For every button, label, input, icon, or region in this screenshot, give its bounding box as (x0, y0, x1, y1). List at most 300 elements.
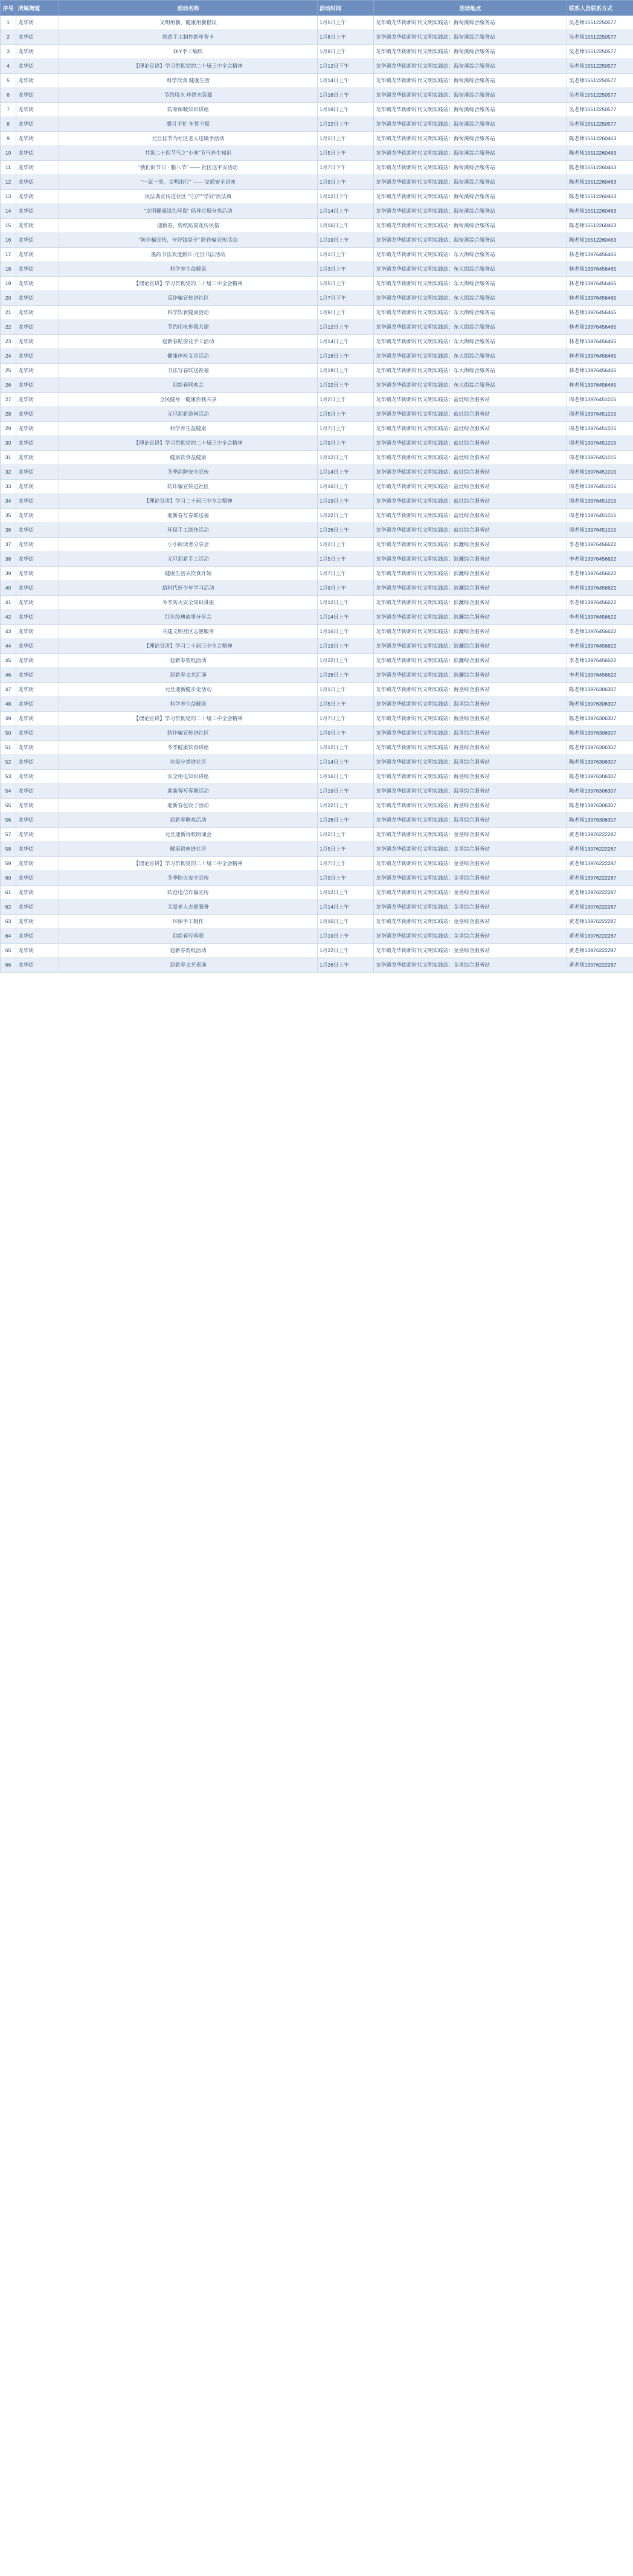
cell-street: 龙华街 (16, 726, 59, 741)
cell-street: 龙华街 (16, 654, 59, 668)
cell-activity-name: 民法典宣传进社区 "守护""学好"民法典 (59, 190, 318, 204)
cell-street: 龙华街 (16, 741, 59, 755)
cell-activity-place: 龙华镇龙华街新时代文明实践站：盐灶综合服务站 (374, 480, 567, 494)
cell-index: 11 (1, 161, 16, 175)
cell-activity-name: 腊月不忙 年货不慌 (59, 117, 318, 132)
cell-street: 龙华街 (16, 915, 59, 929)
cell-activity-name: 创意手工制作新年贺卡 (59, 30, 318, 45)
cell-activity-place: 龙华镇龙华街新时代文明实践站：滨濂综合服务站 (374, 596, 567, 610)
table-row (1, 654, 633, 668)
cell-contact: 李老师13976456622 (567, 581, 633, 596)
cell-activity-time: 1月16日上午 (318, 349, 374, 364)
cell-activity-place: 龙华镇龙华街新时代文明实践站：盐灶综合服务站 (374, 451, 567, 465)
cell-activity-name: 迎新春，剪纸贴窗花传民俗 (59, 219, 318, 233)
cell-index: 28 (1, 407, 16, 422)
cell-contact: 周老师13976451015 (567, 393, 633, 407)
cell-activity-time: 1月12日上午 (318, 886, 374, 900)
cell-activity-time: 1月1日上午 (318, 683, 374, 697)
cell-activity-name: 【理论宣讲】学习贯彻党的二十届三中全会精神 (59, 857, 318, 871)
cell-contact: 林老师13976456465 (567, 335, 633, 349)
cell-activity-place: 龙华镇龙华街新时代文明实践站：海垦综合服务站 (374, 712, 567, 726)
cell-activity-place: 龙华镇龙华街新时代文明实践站：东大街综合服务站 (374, 248, 567, 262)
cell-activity-time: 1月19日上午 (318, 233, 374, 248)
cell-contact: 吴老师15512250577 (567, 59, 633, 74)
cell-index: 33 (1, 480, 16, 494)
cell-activity-time: 1月19日上午 (318, 639, 374, 654)
cell-activity-name: 【理论宣讲】学习贯彻党的二十届三中全会精神 (59, 277, 318, 291)
cell-activity-place: 龙华镇龙华街新时代文明实践站：金垦综合服务站 (374, 886, 567, 900)
cell-activity-name: 关爱老人志愿服务 (59, 900, 318, 915)
cell-street: 龙华街 (16, 509, 59, 523)
cell-activity-place: 龙华镇龙华街新时代文明实践站：海甸溪综合服务站 (374, 74, 567, 88)
cell-contact: 陈老师13976306307 (567, 784, 633, 799)
cell-index: 64 (1, 929, 16, 944)
cell-activity-place: 龙华镇龙华街新时代文明实践站：海垦综合服务站 (374, 770, 567, 784)
table-row (1, 494, 633, 509)
cell-index: 1 (1, 16, 16, 30)
cell-contact: 周老师13976451015 (567, 422, 633, 436)
cell-contact: 林老师13976456465 (567, 349, 633, 364)
cell-street: 龙华街 (16, 610, 59, 625)
cell-activity-place: 龙华镇龙华街新时代文明实践站：海甸溪综合服务站 (374, 45, 567, 59)
cell-activity-place: 龙华镇龙华街新时代文明实践站：盐灶综合服务站 (374, 422, 567, 436)
cell-street: 龙华街 (16, 422, 59, 436)
cell-activity-time: 1月12日下午 (318, 59, 374, 74)
table-row (1, 770, 633, 784)
cell-activity-time: 1月16日上午 (318, 480, 374, 494)
cell-contact: 吴老师15512250577 (567, 117, 633, 132)
cell-index: 40 (1, 581, 16, 596)
cell-activity-place: 龙华镇龙华街新时代文明实践站：金垦综合服务站 (374, 871, 567, 886)
cell-street: 龙华街 (16, 117, 59, 132)
cell-activity-name: 冬季防火安全知识讲座 (59, 596, 318, 610)
cell-activity-time: 1月9日上午 (318, 726, 374, 741)
cell-activity-time: 1月12日下午 (318, 190, 374, 204)
table-row (1, 103, 633, 117)
cell-activity-name: 【理论宣讲】学习贯彻党的二十届三中全会精神 (59, 436, 318, 451)
cell-street: 龙华街 (16, 364, 59, 378)
cell-activity-name: 元旦迎新健步走活动 (59, 683, 318, 697)
cell-street: 龙华街 (16, 596, 59, 610)
cell-contact: 林老师13976456465 (567, 320, 633, 335)
cell-activity-name: 迎新春文艺表演 (59, 958, 318, 973)
cell-activity-place: 龙华镇龙华街新时代文明实践站：滨濂综合服务站 (374, 654, 567, 668)
cell-activity-place: 龙华镇龙华街新时代文明实践站：滨濂综合服务站 (374, 610, 567, 625)
cell-activity-time: 1月7日下午 (318, 161, 374, 175)
cell-street: 龙华街 (16, 349, 59, 364)
table-row (1, 784, 633, 799)
cell-activity-time: 1月3日上午 (318, 262, 374, 277)
table-row (1, 219, 633, 233)
table-row (1, 132, 633, 146)
cell-activity-time: 1月5日上午 (318, 407, 374, 422)
cell-activity-name: 环保手工制作活动 (59, 523, 318, 538)
table-row (1, 567, 633, 581)
cell-street: 龙华街 (16, 262, 59, 277)
cell-contact: 陈老师13976306307 (567, 755, 633, 770)
cell-activity-time: 1月8日上午 (318, 30, 374, 45)
table-row (1, 335, 633, 349)
cell-activity-name: 书法写春联送祝福 (59, 364, 318, 378)
cell-activity-name: 元旦迎新手工活动 (59, 552, 318, 567)
cell-activity-place: 龙华镇龙华街新时代文明实践站：盐灶综合服务站 (374, 436, 567, 451)
cell-contact: 林老师13976456465 (567, 248, 633, 262)
cell-activity-time: 1月16日上午 (318, 625, 374, 639)
cell-activity-place: 龙华镇龙华街新时代文明实践站：海甸溪综合服务站 (374, 30, 567, 45)
cell-activity-time: 1月22日上午 (318, 117, 374, 132)
cell-activity-place: 龙华镇龙华街新时代文明实践站：金垦综合服务站 (374, 944, 567, 958)
cell-activity-place: 龙华镇龙华街新时代文明实践站：东大街综合服务站 (374, 262, 567, 277)
activity-table (0, 0, 633, 973)
cell-activity-time: 1月14日上午 (318, 465, 374, 480)
cell-contact: 黄老师13976222287 (567, 828, 633, 842)
header-activity-place: 活动地点 (374, 1, 567, 16)
table-row (1, 436, 633, 451)
table-row (1, 929, 633, 944)
cell-contact: 黄老师13976222287 (567, 915, 633, 929)
cell-contact: 陈老师15512260463 (567, 204, 633, 219)
cell-contact: 黄老师13976222287 (567, 871, 633, 886)
cell-index: 31 (1, 451, 16, 465)
cell-street: 龙华街 (16, 784, 59, 799)
cell-contact: 吴老师15512250577 (567, 30, 633, 45)
cell-activity-time: 1月14日上午 (318, 610, 374, 625)
cell-index: 47 (1, 683, 16, 697)
cell-activity-name: 【理论宣讲】学习贯彻党的二十届三中全会精神 (59, 59, 318, 74)
cell-activity-name: 迎新春剪纸活动 (59, 654, 318, 668)
table-row (1, 30, 633, 45)
cell-activity-name: 健康体检义诊活动 (59, 349, 318, 364)
cell-activity-place: 龙华镇龙华街新时代文明实践站：海甸溪综合服务站 (374, 175, 567, 190)
cell-street: 龙华街 (16, 712, 59, 726)
cell-activity-name: "防诈骗宣传，守好钱袋子" 防诈骗宣传活动 (59, 233, 318, 248)
cell-contact: 黄老师13976222287 (567, 929, 633, 944)
cell-index: 54 (1, 784, 16, 799)
cell-contact: 周老师13976451015 (567, 451, 633, 465)
cell-activity-name: 节约用电你我共建 (59, 320, 318, 335)
cell-street: 龙华街 (16, 59, 59, 74)
table-row (1, 828, 633, 842)
cell-contact: 吴老师15512250577 (567, 88, 633, 103)
cell-activity-place: 龙华镇龙华街新时代文明实践站：海甸溪综合服务站 (374, 103, 567, 117)
cell-street: 龙华街 (16, 190, 59, 204)
cell-street: 龙华街 (16, 813, 59, 828)
cell-contact: 周老师13976451015 (567, 509, 633, 523)
cell-activity-name: 冬季健康饮食讲座 (59, 741, 318, 755)
cell-activity-time: 1月7日上午 (318, 422, 374, 436)
cell-activity-name: 健康饮食益健康 (59, 451, 318, 465)
cell-index: 41 (1, 596, 16, 610)
cell-activity-name: 迎新春贴窗花手工活动 (59, 335, 318, 349)
cell-activity-time: 1月5日上午 (318, 146, 374, 161)
cell-contact: 陈老师13976306307 (567, 799, 633, 813)
table-row (1, 88, 633, 103)
cell-index: 20 (1, 291, 16, 306)
cell-activity-time: 1月2日上午 (318, 132, 374, 146)
cell-street: 龙华街 (16, 45, 59, 59)
cell-index: 19 (1, 277, 16, 291)
cell-activity-place: 龙华镇龙华街新时代文明实践站：海垦综合服务站 (374, 799, 567, 813)
cell-index: 56 (1, 813, 16, 828)
cell-activity-name: 【理论宣讲】学习二十届三中全会精神 (59, 639, 318, 654)
cell-activity-time: 1月1日上午 (318, 248, 374, 262)
table-row (1, 378, 633, 393)
cell-index: 32 (1, 465, 16, 480)
cell-activity-name: 防诈骗宣传进社区 (59, 480, 318, 494)
cell-contact: 陈老师13976306307 (567, 813, 633, 828)
table-row (1, 117, 633, 132)
cell-index: 6 (1, 88, 16, 103)
cell-contact: 李老师13976456622 (567, 596, 633, 610)
cell-activity-name: 科学养生益健康 (59, 697, 318, 712)
cell-activity-place: 龙华镇龙华街新时代文明实践站：东大街综合服务站 (374, 306, 567, 320)
cell-activity-time: 1月9日上午 (318, 306, 374, 320)
cell-street: 龙华街 (16, 828, 59, 842)
cell-street: 龙华街 (16, 581, 59, 596)
table-row (1, 407, 633, 422)
cell-street: 龙华街 (16, 480, 59, 494)
cell-contact: 李老师13976456622 (567, 610, 633, 625)
table-row (1, 871, 633, 886)
cell-contact: 陈老师15512260463 (567, 233, 633, 248)
cell-activity-time: 1月14日上午 (318, 755, 374, 770)
cell-street: 龙华街 (16, 639, 59, 654)
cell-index: 16 (1, 233, 16, 248)
cell-activity-place: 龙华镇龙华街新时代文明实践站：盐灶综合服务站 (374, 393, 567, 407)
cell-contact: 陈老师13976306307 (567, 726, 633, 741)
cell-street: 龙华街 (16, 886, 59, 900)
cell-activity-name: 共建文明社区志愿服务 (59, 625, 318, 639)
cell-index: 65 (1, 944, 16, 958)
cell-street: 龙华街 (16, 146, 59, 161)
cell-index: 21 (1, 306, 16, 320)
table-row (1, 465, 633, 480)
cell-index: 34 (1, 494, 16, 509)
cell-activity-place: 龙华镇龙华街新时代文明实践站：滨濂综合服务站 (374, 581, 567, 596)
cell-activity-name: 小小阅读者分享会 (59, 538, 318, 552)
cell-street: 龙华街 (16, 494, 59, 509)
cell-activity-time: 1月12日上午 (318, 320, 374, 335)
cell-contact: 周老师13976451015 (567, 465, 633, 480)
table-row (1, 306, 633, 320)
cell-street: 龙华街 (16, 465, 59, 480)
cell-activity-name: "一家一事，文明出行" —— 交通安全讲座 (59, 175, 318, 190)
cell-activity-name: 防诈骗宣传进社区 (59, 726, 318, 741)
cell-index: 57 (1, 828, 16, 842)
cell-index: 10 (1, 146, 16, 161)
cell-activity-name: 科学养生益健康 (59, 422, 318, 436)
table-row (1, 683, 633, 697)
cell-activity-time: 1月9日上午 (318, 175, 374, 190)
table-row (1, 523, 633, 538)
cell-street: 龙华街 (16, 248, 59, 262)
cell-activity-time: 1月12日上午 (318, 741, 374, 755)
cell-index: 45 (1, 654, 16, 668)
table-row (1, 204, 633, 219)
cell-street: 龙华街 (16, 74, 59, 88)
cell-activity-place: 龙华镇龙华街新时代文明实践站：滨濂综合服务站 (374, 552, 567, 567)
cell-index: 4 (1, 59, 16, 74)
cell-activity-time: 1月5日上午 (318, 842, 374, 857)
cell-street: 龙华街 (16, 103, 59, 117)
cell-street: 龙华街 (16, 161, 59, 175)
cell-activity-place: 龙华镇龙华街新时代文明实践站：海甸溪综合服务站 (374, 59, 567, 74)
cell-activity-time: 1月22日上午 (318, 509, 374, 523)
cell-street: 龙华街 (16, 233, 59, 248)
table-row (1, 886, 633, 900)
cell-street: 龙华街 (16, 697, 59, 712)
table-row (1, 16, 633, 30)
cell-activity-place: 龙华镇龙华街新时代文明实践站：海垦综合服务站 (374, 813, 567, 828)
cell-activity-place: 龙华镇龙华街新时代文明实践站：海甸溪综合服务站 (374, 204, 567, 219)
cell-contact: 李老师13976456622 (567, 639, 633, 654)
cell-street: 龙华街 (16, 567, 59, 581)
cell-street: 龙华街 (16, 378, 59, 393)
cell-activity-time: 1月2日上午 (318, 828, 374, 842)
table-row (1, 799, 633, 813)
cell-activity-place: 龙华镇龙华街新时代文明实践站：金垦综合服务站 (374, 929, 567, 944)
cell-contact: 周老师13976451015 (567, 480, 633, 494)
header-activity-name: 活动名称 (59, 1, 318, 16)
cell-index: 27 (1, 393, 16, 407)
cell-index: 29 (1, 422, 16, 436)
header-street: 所属街道 (16, 1, 59, 16)
cell-activity-time: 1月14日上午 (318, 335, 374, 349)
cell-activity-time: 1月9日上午 (318, 45, 374, 59)
cell-street: 龙华街 (16, 857, 59, 871)
cell-street: 龙华街 (16, 393, 59, 407)
table-row (1, 639, 633, 654)
cell-contact: 林老师13976456465 (567, 277, 633, 291)
cell-street: 龙华街 (16, 204, 59, 219)
cell-index: 5 (1, 74, 16, 88)
cell-contact: 周老师13976451015 (567, 494, 633, 509)
table-row (1, 451, 633, 465)
cell-index: 36 (1, 523, 16, 538)
table-row (1, 277, 633, 291)
table-row (1, 59, 633, 74)
cell-index: 50 (1, 726, 16, 741)
cell-contact: 李老师13976456622 (567, 552, 633, 567)
cell-activity-place: 龙华镇龙华街新时代文明实践站：海垦综合服务站 (374, 784, 567, 799)
table-row (1, 74, 633, 88)
cell-contact: 陈老师13976306307 (567, 683, 633, 697)
cell-contact: 林老师13976456465 (567, 378, 633, 393)
cell-contact: 吴老师15512250577 (567, 103, 633, 117)
cell-activity-name: 元旦迎新游园活动 (59, 407, 318, 422)
cell-index: 48 (1, 697, 16, 712)
cell-contact: 黄老师13976222287 (567, 944, 633, 958)
table-row (1, 857, 633, 871)
cell-activity-name: "文明健康绿色环保" 倡导垃圾分类活动 (59, 204, 318, 219)
header-index: 序号 (1, 1, 16, 16)
table-row (1, 712, 633, 726)
cell-activity-name: 健康讲座进社区 (59, 842, 318, 857)
cell-activity-name: 迎新春写春联活动 (59, 784, 318, 799)
cell-index: 63 (1, 915, 16, 929)
cell-activity-place: 龙华镇龙华街新时代文明实践站：滨濂综合服务站 (374, 668, 567, 683)
cell-index: 18 (1, 262, 16, 277)
cell-activity-time: 1月22日上午 (318, 944, 374, 958)
cell-activity-place: 龙华镇龙华街新时代文明实践站：东大街综合服务站 (374, 378, 567, 393)
table-row (1, 291, 633, 306)
cell-activity-place: 龙华镇龙华街新时代文明实践站：东大街综合服务站 (374, 364, 567, 378)
cell-activity-time: 1月26日上午 (318, 668, 374, 683)
cell-activity-time: 1月2日上午 (318, 393, 374, 407)
cell-contact: 黄老师13976222287 (567, 857, 633, 871)
cell-activity-time: 1月2日上午 (318, 538, 374, 552)
cell-contact: 陈老师15512260463 (567, 175, 633, 190)
table-row (1, 393, 633, 407)
header-activity-time: 活动时间 (318, 1, 374, 16)
cell-activity-name: 文明用餐，健康用餐倡议 (59, 16, 318, 30)
cell-activity-place: 龙华镇龙华街新时代文明实践站：滨濂综合服务站 (374, 625, 567, 639)
table-row (1, 538, 633, 552)
cell-index: 2 (1, 30, 16, 45)
cell-index: 62 (1, 900, 16, 915)
cell-contact: 黄老师13976222287 (567, 842, 633, 857)
cell-index: 66 (1, 958, 16, 973)
cell-street: 龙华街 (16, 668, 59, 683)
cell-activity-place: 龙华镇龙华街新时代文明实践站：金垦综合服务站 (374, 842, 567, 857)
cell-activity-place: 龙华镇龙华街新时代文明实践站：海垦综合服务站 (374, 697, 567, 712)
cell-contact: 李老师13976456622 (567, 668, 633, 683)
table-row (1, 726, 633, 741)
table-row (1, 320, 633, 335)
cell-activity-name: 健康生活从饮食开始 (59, 567, 318, 581)
cell-index: 58 (1, 842, 16, 857)
cell-activity-place: 龙华镇龙华街新时代文明实践站：海甸溪综合服务站 (374, 88, 567, 103)
cell-activity-time: 1月22日上午 (318, 654, 374, 668)
cell-activity-time: 1月7日上午 (318, 712, 374, 726)
cell-street: 龙华街 (16, 132, 59, 146)
cell-street: 龙华街 (16, 291, 59, 306)
table-row (1, 958, 633, 973)
cell-index: 60 (1, 871, 16, 886)
cell-activity-name: 红色经典故事分享会 (59, 610, 318, 625)
cell-activity-name: 垃圾分类进社区 (59, 755, 318, 770)
cell-street: 龙华街 (16, 538, 59, 552)
cell-activity-name: 迎新春文艺汇演 (59, 668, 318, 683)
cell-activity-place: 龙华镇龙华街新时代文明实践站：金垦综合服务站 (374, 958, 567, 973)
cell-activity-place: 龙华镇龙华街新时代文明实践站：海甸溪综合服务站 (374, 117, 567, 132)
cell-contact: 吴老师15512250577 (567, 45, 633, 59)
cell-activity-place: 龙华镇龙华街新时代文明实践站：盐灶综合服务站 (374, 523, 567, 538)
cell-activity-place: 龙华镇龙华街新时代文明实践站：盐灶综合服务站 (374, 465, 567, 480)
table-row (1, 668, 633, 683)
cell-activity-name: 环保手工制作 (59, 915, 318, 929)
cell-activity-place: 龙华镇龙华街新时代文明实践站：金垦综合服务站 (374, 915, 567, 929)
cell-activity-time: 1月19日上午 (318, 929, 374, 944)
cell-activity-place: 龙华镇龙华街新时代文明实践站：金垦综合服务站 (374, 828, 567, 842)
cell-activity-time: 1月19日上午 (318, 364, 374, 378)
cell-activity-name: 防范电信诈骗宣传 (59, 886, 318, 900)
cell-index: 26 (1, 378, 16, 393)
cell-activity-time: 1月26日上午 (318, 958, 374, 973)
cell-activity-time: 1月22日上午 (318, 378, 374, 393)
cell-activity-place: 龙华镇龙华街新时代文明实践站：滨濂综合服务站 (374, 567, 567, 581)
cell-contact: 李老师13976456622 (567, 654, 633, 668)
table-row (1, 915, 633, 929)
cell-index: 37 (1, 538, 16, 552)
cell-index: 61 (1, 886, 16, 900)
cell-street: 龙华街 (16, 219, 59, 233)
cell-street: 龙华街 (16, 929, 59, 944)
cell-activity-time: 1月9日上午 (318, 436, 374, 451)
cell-index: 12 (1, 175, 16, 190)
cell-activity-place: 龙华镇龙华街新时代文明实践站：海甸溪综合服务站 (374, 146, 567, 161)
cell-activity-place: 龙华镇龙华街新时代文明实践站：海垦综合服务站 (374, 755, 567, 770)
